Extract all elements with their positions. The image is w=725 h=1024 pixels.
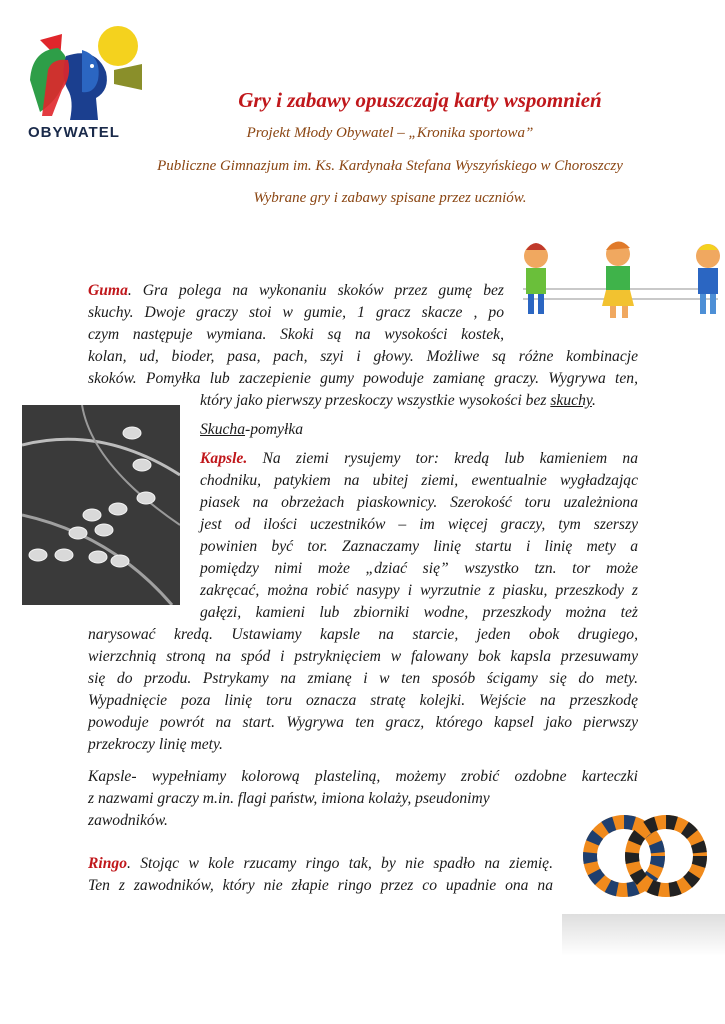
skucha-note: Skucha-pomyłka [200,421,304,438]
ringo-rings-photo [562,796,725,956]
guma-line-5: skoków. Pomyłka lub zaczepienie gumy powoduje zamianę graczy. Wygrywa ten, [88,370,638,387]
kapsle-line-7: zakręcać, można robić nasypy i wyrzutnie z piasku, przeszkody z [200,582,638,599]
underlined-word: skuchy [550,392,592,409]
guma-line-6: który jako pierwszy przeskoczy wszystkie wysokości bez skuchy. [200,392,596,409]
kapsle-line-5: powinien być tor. Zaznaczamy linię startu i linię mety a [200,538,638,555]
kapsle-keyword: Kapsle. [200,450,248,467]
kapsle-line-13: powoduje powrót na start. Wygrywa ten gracz, którego kapsel jako pierwszy [88,714,638,731]
kapsle-note-2: z nazwami graczy m.in. flagi państw, imiona kolaży, pseudonimy [88,790,490,807]
logo [22,20,147,138]
kapsle-line-14: przekroczy linię mety. [88,736,223,753]
guma-line-2: skuchy. Dwoje graczy stoi w gumie, 1 gracz skacze , po [88,304,504,321]
kapsle-line-8: gałęzi, kamieni lub zbiorniki wodne, przeszkody można też [200,604,638,621]
kapsle-note-1: Kapsle- wypełniamy kolorową plasteliną, możemy zrobić ozdobne karteczki [88,768,638,785]
jump-rope-illustration [518,234,725,320]
subtitle-line: Wybrane gry i zabawy spisane przez uczniów. [253,190,527,206]
kapsle-line-4: jest od ilości uczestników – im więcej graczy, tym szerszy [200,516,638,533]
kapsle-note-3: zawodników. [88,812,168,829]
bottle-caps-photo [22,405,180,605]
school-line: Publiczne Gimnazjum im. Ks. Kardynała Stefana Wyszyńskiego w Choroszczy [157,158,623,174]
kapsle-line-2: chodniku, patykiem na ubitej ziemi, ewentualnie wygładzając [200,472,638,489]
logo-graphic [22,20,147,138]
guma-line-4: kolan, ud, bioder, pasa, pach, szyi i głowy. Możliwe są różne kombinacje [88,348,638,365]
project-line: Projekt Młody Obywatel – „Kronika sportowa” [246,125,534,141]
ringo-line-1: Ringo. Stojąc w kole rzucamy ringo tak, by nie spadło na ziemię. [88,855,553,872]
kapsle-line-3: piasek na obrzeżach piaskownicy. Szerokość toru uzależniona [200,494,638,511]
kapsle-line-1: Kapsle. Na ziemi rysujemy tor: kredą lub kamieniem na [200,450,638,467]
ringo-keyword: Ringo [88,855,127,872]
guma-line-3: czym następuje wymiana. Skoki są na wysokości kostek, [88,326,504,343]
ringo-line-2: Ten z zawodników, który nie złapie ringo przez co upadnie ona na [88,877,553,894]
guma-keyword: Guma [88,282,128,299]
kapsle-line-12: Wypadnięcie poza linię toru oznacza stratę kolejki. Wejście na przeszkodę [88,692,638,709]
kapsle-line-9: narysować kredą. Ustawiamy kapsle na starcie, jeden obok drugiego, [88,626,638,643]
kapsle-line-11: się do przodu. Pstrykamy na zmianę i w ten sposób ścigamy się do mety. [88,670,638,687]
kapsle-line-6: pomiędzy nimi może „dziać się” wszystko tzn. tor może [200,560,638,577]
kapsle-line-10: wierzchnią stroną na spód i pstryknięciem w falowany bok kapsla przesuwamy [88,648,638,665]
logo-text: OBYWATEL [28,124,120,138]
page-title: Gry i zabawy opuszczają karty wspomnień [238,88,602,112]
guma-line-1: Guma. Gra polega na wykonaniu skoków przez gumę bez [88,282,504,299]
